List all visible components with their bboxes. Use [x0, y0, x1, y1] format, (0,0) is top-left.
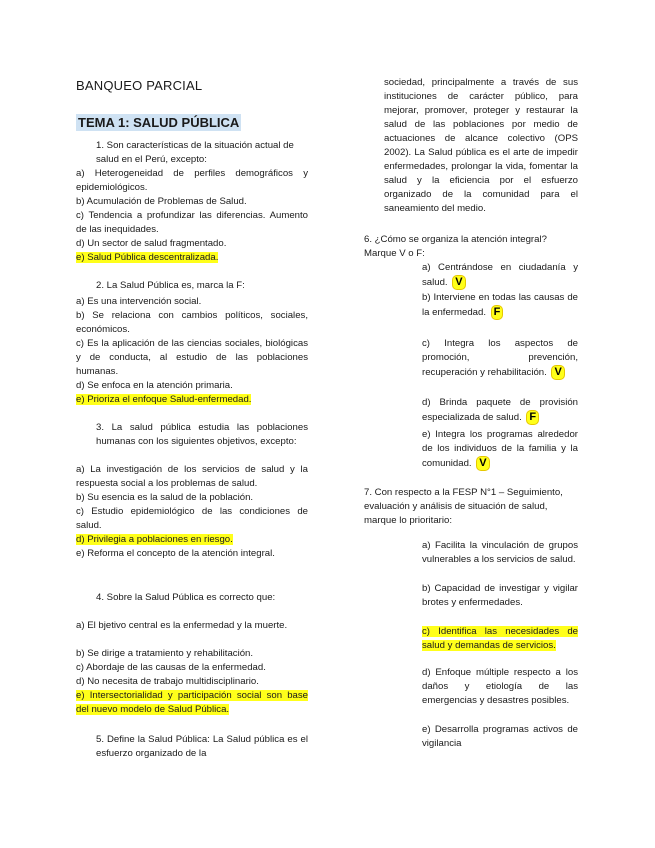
q1-option-e-answer: e) Salud Pública descentralizada. [76, 252, 219, 263]
q7-option-d: d) Enfoque múltiple respecto a los daños y etiología de las emergencias y desastres posibles. [422, 667, 578, 706]
q4-option-e-answer: e) Intersectorialidad y participación social son base del nuevo modelo de Salud Pública. [76, 690, 308, 715]
q3-option-d-answer: d) Privilegia a poblaciones en riesgo. [76, 534, 233, 545]
q4-option-a: a) El bjetivo central es la enfermedad y la muerte. [76, 620, 288, 631]
q2-option-d: d) Se enfoca en la atención primaria. [76, 380, 233, 391]
q1-option-b: b) Acumulación de Problemas de Salud. [76, 196, 247, 207]
q7-stem: 7. Con respecto a la FESP N°1 – Seguimiento, evaluación y análisis de situación de salud, marque lo prioritario: [364, 487, 563, 526]
q4-option-b: b) Se dirige a tratamiento y rehabilitación. [76, 648, 254, 659]
q4-option-c: c) Abordaje de las causas de la enfermedad. [76, 662, 266, 673]
q3-stem: 3. La salud pública estudia las poblaciones humanas con los siguientes objetivos, excepto: [96, 422, 308, 447]
q6-option-e-text: e) Integra los programas alrededor de los individuos de la familia y la comunidad. [422, 429, 578, 469]
q6-option-c-text: c) Integra los aspectos de promoción, prevención, recuperación y rehabilitación. [422, 338, 578, 378]
q3-option-a: a) La investigación de los servicios de salud y la respuesta social a los problemas de salud. [76, 464, 308, 489]
q6-option-b-mark: F [491, 305, 504, 320]
q6-option-c [422, 337, 578, 380]
q6-option-a-mark: V [452, 275, 465, 290]
q6-option-b [422, 291, 578, 320]
q2-stem: 2. La Salud Pública es, marca la F: [96, 280, 245, 291]
q6-option-c-mark: V [551, 365, 564, 380]
q7-option-b: b) Capacidad de investigar y vigilar brotes y enfermedades. [422, 583, 578, 608]
q7-option-c-answer: c) Identifica las necesidades de salud y demandas de servicios. [422, 626, 578, 651]
topic-heading: TEMA 1: SALUD PÚBLICA [78, 115, 240, 130]
q3-option-e: e) Reforma el concepto de la atención integral. [76, 548, 275, 559]
page-title: BANQUEO PARCIAL [76, 78, 203, 93]
q4-option-d: d) No necesita de trabajo multidisciplinario. [76, 676, 259, 687]
q6-option-a-text: a) Centrándose en ciudadanía y salud. [422, 262, 578, 288]
q6-option-e-mark: V [476, 456, 489, 471]
q7-option-a: a) Facilita la vinculación de grupos vulnerables a los servicios de salud. [422, 540, 578, 565]
q2-option-c: c) Es la aplicación de las ciencias sociales, biológicas y de conducta, al estudio de las poblaciones humanas. [76, 338, 308, 377]
q1-option-a: a) Heterogeneidad de perfiles demográficos y epidemiológicos. [76, 168, 308, 193]
q7-option-e: e) Desarrolla programas activos de vigilancia [422, 724, 578, 749]
q3-option-b: b) Su esencia es la salud de la población. [76, 492, 254, 503]
q6-option-d-mark: F [526, 410, 539, 425]
q1-option-c: c) Tendencia a profundizar las diferencias. Aumento de las inequidades. [76, 210, 308, 235]
q5-continuation: sociedad, principalmente a través de sus instituciones de carácter público, para mejorar, promover, proteger y restaurar la salud de las poblaciones por medio de actuaciones de alcance colectivo (OPS 2002). La Salud pública es el arte de impedir enfermedades, prolongar la vida, fomentar la salud y la eficiencia por el esfuerzo organizado de la comunidad para el saneamiento del medio. [384, 77, 578, 214]
q6-option-e [422, 428, 578, 471]
q2-option-a: a) Es una intervención social. [76, 296, 202, 307]
q6-option-d [422, 396, 578, 425]
q4-stem: 4. Sobre la Salud Pública es correcto que: [96, 592, 276, 603]
q6-option-a [422, 261, 578, 290]
q6-option-d-text: d) Brinda paquete de provisión especializada de salud. [422, 397, 578, 423]
q1-stem: 1. Son características de la situación actual de salud en el Perú, excepto: [96, 140, 294, 165]
q1-option-d: d) Un sector de salud fragmentado. [76, 238, 227, 249]
q2-option-b: b) Se relaciona con cambios políticos, sociales, económicos. [76, 310, 308, 335]
q6-option-b-text: b) Interviene en todas las causas de la enfermedad. [422, 292, 578, 318]
q2-option-e-answer: e) Prioriza el enfoque Salud-enfermedad. [76, 394, 252, 405]
q6-stem: 6. ¿Cómo se organiza la atención integral? Marque V o F: [364, 234, 547, 259]
q5-stem: 5. Define la Salud Pública: La Salud pública es el esfuerzo organizado de la [96, 734, 308, 759]
q3-option-c: c) Estudio epidemiológico de las condiciones de salud. [76, 506, 308, 531]
